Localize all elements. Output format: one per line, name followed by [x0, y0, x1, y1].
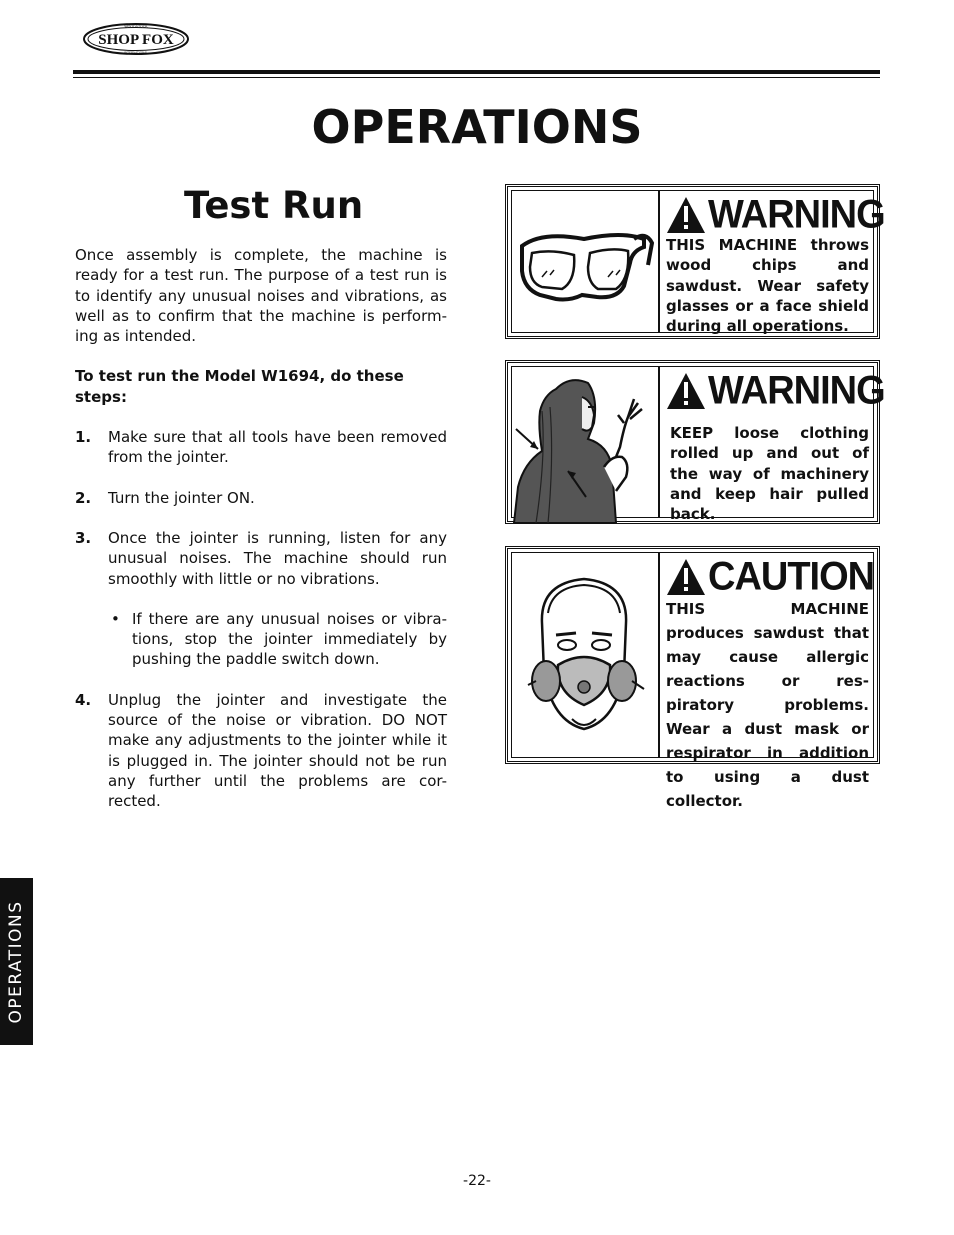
logo-bottom-text: INTERNATIONAL [124, 50, 148, 55]
step-text: Unplug the jointer and investigate the source of the noise or vibration. DO NOT make any adjustments to the jointer while it is plugged in. The jointer should not be run any further until the problems are cor-rected. [108, 690, 447, 811]
step-number: 1. [75, 428, 92, 447]
step-item [75, 488, 447, 508]
test-run-body [75, 245, 447, 832]
side-tab [0, 878, 33, 1045]
page-title: OPERATIONS [311, 100, 643, 154]
warning-text: THIS MACHINE throws wood chips and sawdust. Wear safety glasses or a face shield during all operations. [666, 236, 869, 336]
step-number: 4. [75, 690, 92, 709]
alert-triangle-icon [666, 196, 706, 234]
safety-glasses-illustration [512, 191, 660, 332]
logo-wordmark: SHOP FOX [98, 32, 174, 48]
step-text: Once the jointer is running, listen for any unusual noises. The machine should run smoothly with little or no vibrations. [108, 528, 447, 588]
warning-sign-1 [666, 192, 885, 238]
step-text: Turn the jointer ON. [108, 488, 255, 507]
warning-text: KEEP loose clothing rolled up and out of the way of machinery and keep hair pulled back. [670, 424, 869, 524]
step-item [75, 690, 447, 812]
alert-triangle-icon [666, 372, 706, 410]
warning-label: WARNING [708, 192, 885, 238]
alert-triangle-icon [666, 558, 706, 596]
intro-paragraph: Once assembly is complete, the machine is ready for a test run. The purpose of a test run is to identify any unusual noises and vibrations, as well as to confirm that the machine is perform-ing as intended. [75, 246, 447, 346]
step-item [75, 427, 447, 468]
bullet-dot: • [111, 609, 120, 628]
logo-top-text: WOODSTOCK [124, 24, 148, 29]
warning-box-eye-protection [505, 184, 885, 339]
caution-box-dust-mask [505, 546, 880, 810]
side-tab-label: OPERATIONS [6, 900, 26, 1024]
long-hair-illustration [512, 367, 660, 517]
step-number: 2. [75, 488, 92, 507]
warning-label: WARNING [708, 368, 885, 414]
step-text: Make sure that all tools have been removed from the jointer. [108, 428, 447, 467]
step-number: 3. [75, 528, 92, 547]
section-title: Test Run [184, 184, 364, 227]
caution-sign [666, 554, 875, 600]
step-item [75, 528, 447, 589]
header-rule [73, 70, 880, 74]
respirator-illustration [512, 553, 660, 757]
caution-text: THIS MACHINE produces sawdust that may cause allergic reactions or res-piratory problems. Wear a dust mask or respirator in addition to using a dust collector. [666, 600, 869, 810]
warning-box-loose-clothing [505, 360, 885, 524]
caution-label: CAUTION [708, 554, 875, 600]
sub-bullet [108, 609, 447, 670]
lead-in: To test run the Model W1694, do these steps: [75, 367, 404, 406]
warning-sign-2 [666, 368, 885, 414]
header-rule-thin [73, 77, 880, 78]
shop-fox-logo [82, 22, 190, 56]
bullet-text: If there are any unusual noises or vibra-tions, stop the jointer immediately by pushing the paddle switch down. [132, 609, 447, 669]
page-number: -22- [463, 1173, 491, 1189]
